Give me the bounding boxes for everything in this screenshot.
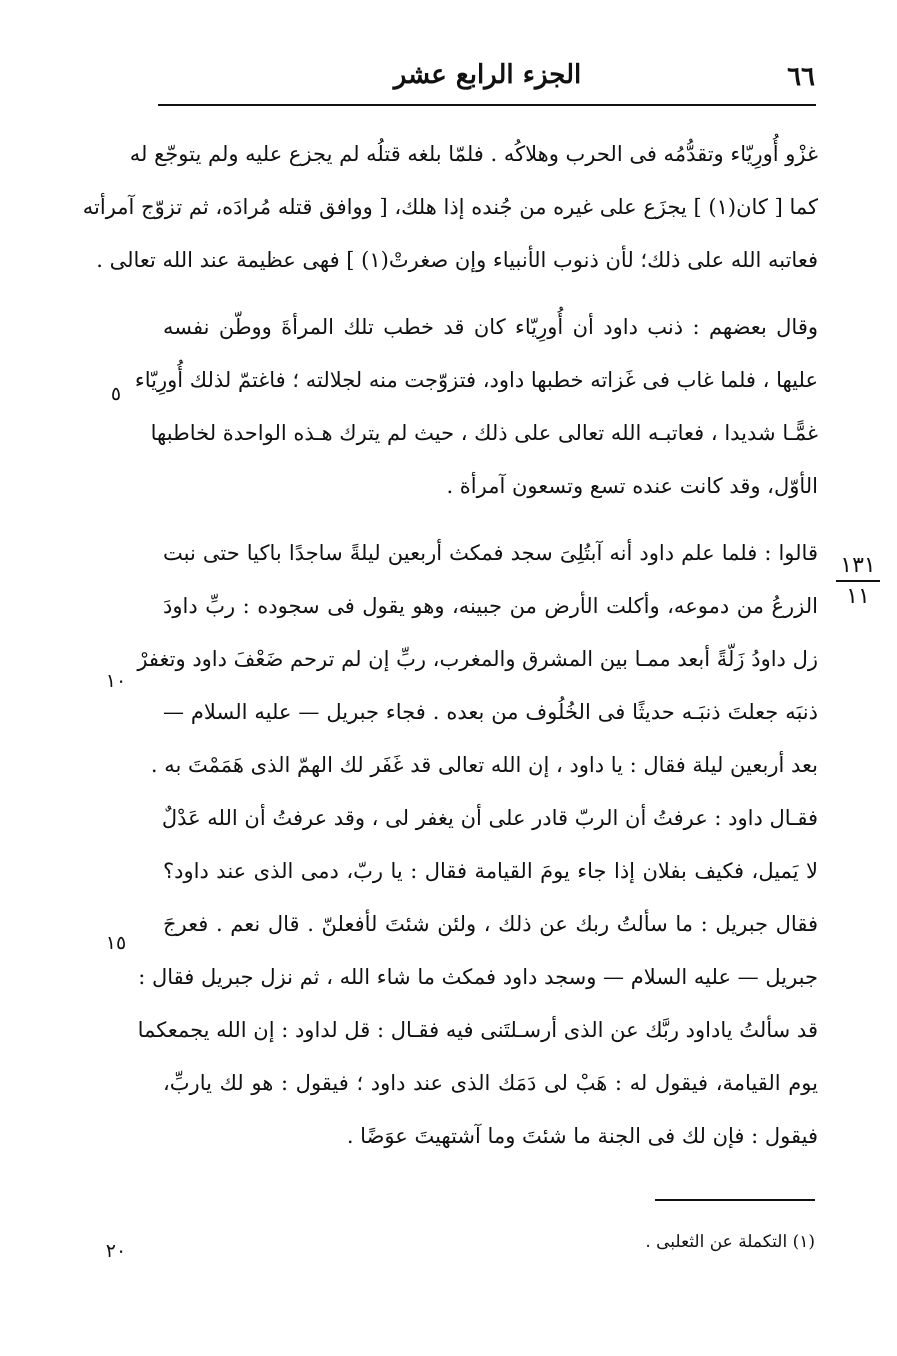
footnote: (١) التكملة عن الثعلبى . (645, 1232, 815, 1252)
text-line: زل داودُ زَلّةً أبعد ممـا بين المشرق والمغرب، ربِّ إن لم ترحم ضَعْفَ داود وتغفرْ (137, 647, 818, 671)
paragraph-1 (82, 128, 818, 287)
text-line: قد سألتُ ياداود ربَّك عن الذى أرسـلتَنى فيه فقـال : قل لداود : إن الله يجمعكما (137, 1018, 818, 1042)
text-line: جبريل — عليه السلام — وسجد داود فمكث ما شاء الله ، ثم نزل جبريل فقال : (138, 965, 818, 989)
line-number-15: ١٥ (105, 932, 127, 954)
folio-marker (836, 553, 880, 609)
text-line: كما [ كان(١) ] يجزَع على غيره من جُنده إذا هلك، [ ووافق قتله مُرادَه، ثم تزوّج آمرأته (82, 195, 818, 219)
folio-bottom: ١١ (846, 584, 870, 609)
text-line: قالوا : فلما علم داود أنه آبتُلِىَ سجد فمكث أربعين ليلةً ساجدًا باكيا حتى نبت (163, 541, 818, 565)
footnote-rule (655, 1199, 815, 1201)
line-number-10: ١٠ (105, 670, 127, 692)
paragraph-3 (137, 527, 818, 1163)
folio-top: ١٣١ (836, 553, 880, 582)
text-line: فعاتبه الله على ذلك؛ لأن ذنوب الأنبياء وإن صغرتْ(١) ] فهى عظيمة عند الله تعالى . (96, 248, 818, 272)
text-line: غمًّـا شديدا ، فعاتبـه الله تعالى على ذلك ، حيث لم يترك هـذه الواحدة لخاطبها (150, 421, 818, 445)
text-line: فقـال داود : عرفتُ أن الربّ قادر على أن يغفر لى ، وقد عرفتُ أن الله عَدْلٌ (161, 806, 818, 830)
text-line: غزْو أُورِيّاء وتقدُّمُه فى الحرب وهلاكُه . فلمّا بلغه قتلُه لم يجزع عليه ولم يتوجّع له (129, 142, 818, 166)
text-line: الأوّل، وقد كانت عنده تسع وتسعون آمرأة . (446, 474, 818, 498)
header-rule (158, 104, 816, 106)
text-line: لا يَميل، فكيف بفلان إذا جاء يومَ القيامة فقال : يا ربّ، دمى الذى عند داود؟ (163, 859, 818, 883)
text-line: عليها ، فلما غاب فى غَزاته خطبها داود، فتزوّجت منه لجلالته ؛ فاغتمّ لذلك أُورِيّاء (134, 368, 818, 392)
text-line: بعد أربعين ليلة فقال : يا داود ، إن الله تعالى قد غَفَر لك الهمّ الذى هَمَمْتَ به . (150, 753, 818, 777)
page-header (160, 56, 815, 100)
page-number: ٦٦ (787, 62, 815, 92)
line-number-5: ٥ (110, 383, 122, 405)
text-line: الزرعُ من دموعه، وأكلت الأرض من جبينه، وهو يقول فى سجوده : ربِّ داودَ (163, 594, 818, 618)
text-line: فقال جبريل : ما سألتُ ربك عن ذلك ، ولئن شئتَ لأفعلنّ . قال نعم . فعرجَ (163, 912, 818, 936)
paragraph-2 (134, 301, 818, 513)
line-number-20: ٢٠ (105, 1240, 127, 1262)
text-line: وقال بعضهم : ذنب داود أن أُورِيّاء كان قد خطب تلك المرأةَ ووطّن نفسه (163, 315, 818, 339)
text-line: يوم القيامة، فيقول له : هَبْ لى دَمَك الذى عند داود ؛ فيقول : هو لك ياربِّ، (163, 1071, 818, 1095)
text-line: فيقول : فإن لك فى الجنة ما شئتَ وما آشتهيتَ عوَضًا . (346, 1124, 818, 1148)
running-title: الجزء الرابع عشر (393, 60, 582, 90)
text-line: ذنبَه جعلتَ ذنبَـه حديثًا فى الخُلُوف من بعده . فجاء جبريل — عليه السلام — (163, 700, 818, 724)
